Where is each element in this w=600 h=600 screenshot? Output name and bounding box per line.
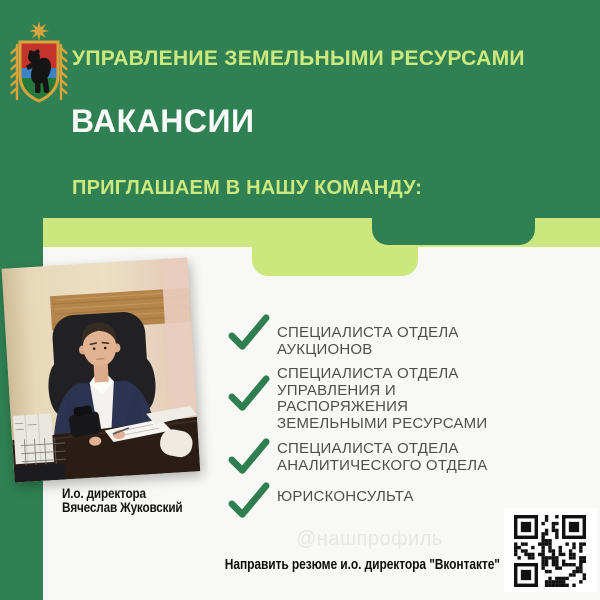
watermark: @нашпрофиль	[296, 528, 443, 550]
photo-caption	[62, 486, 230, 514]
check-icon	[228, 481, 270, 521]
photo-caption-name: Вячеслав Жуковский	[62, 499, 183, 515]
photo-caption-role: И.о. директора	[62, 485, 146, 501]
invite-line: ПРИГЛАШАЕМ В НАШУ КОМАНДУ:	[72, 177, 423, 199]
vacancy-item: СПЕЦИАЛИСТА ОТДЕЛА УПРАВЛЕНИЯ И РАСПОРЯЖЕНИЯ ЗЕМЕЛЬНЫМИ РЕСУРСАМИ	[277, 365, 488, 432]
page-title: ВАКАНСИИ	[71, 103, 255, 139]
org-title: УПРАВЛЕНИЕ ЗЕМЕЛЬНЫМИ РЕСУРСАМИ	[72, 47, 525, 70]
star-icon	[29, 21, 49, 41]
card-sub-tab	[252, 247, 418, 276]
karelia-coat-of-arms-icon	[10, 20, 68, 106]
check-icon	[228, 374, 270, 414]
cta-text: Направить резюме и.о. директора "Вконтакте"	[224, 556, 500, 573]
vacancy-item: ЮРИСКОНСУЛЬТА	[277, 488, 414, 505]
qr-code	[504, 508, 597, 592]
director-photo	[2, 258, 201, 483]
check-icon	[228, 437, 270, 477]
card-top-notch	[372, 218, 535, 245]
vacancy-item: СПЕЦИАЛИСТА ОТДЕЛА АНАЛИТИЧЕСКОГО ОТДЕЛА	[277, 440, 488, 474]
vacancy-item: СПЕЦИАЛИСТА ОТДЕЛА АУКЦИОНОВ	[277, 324, 459, 358]
check-icon	[228, 313, 270, 353]
